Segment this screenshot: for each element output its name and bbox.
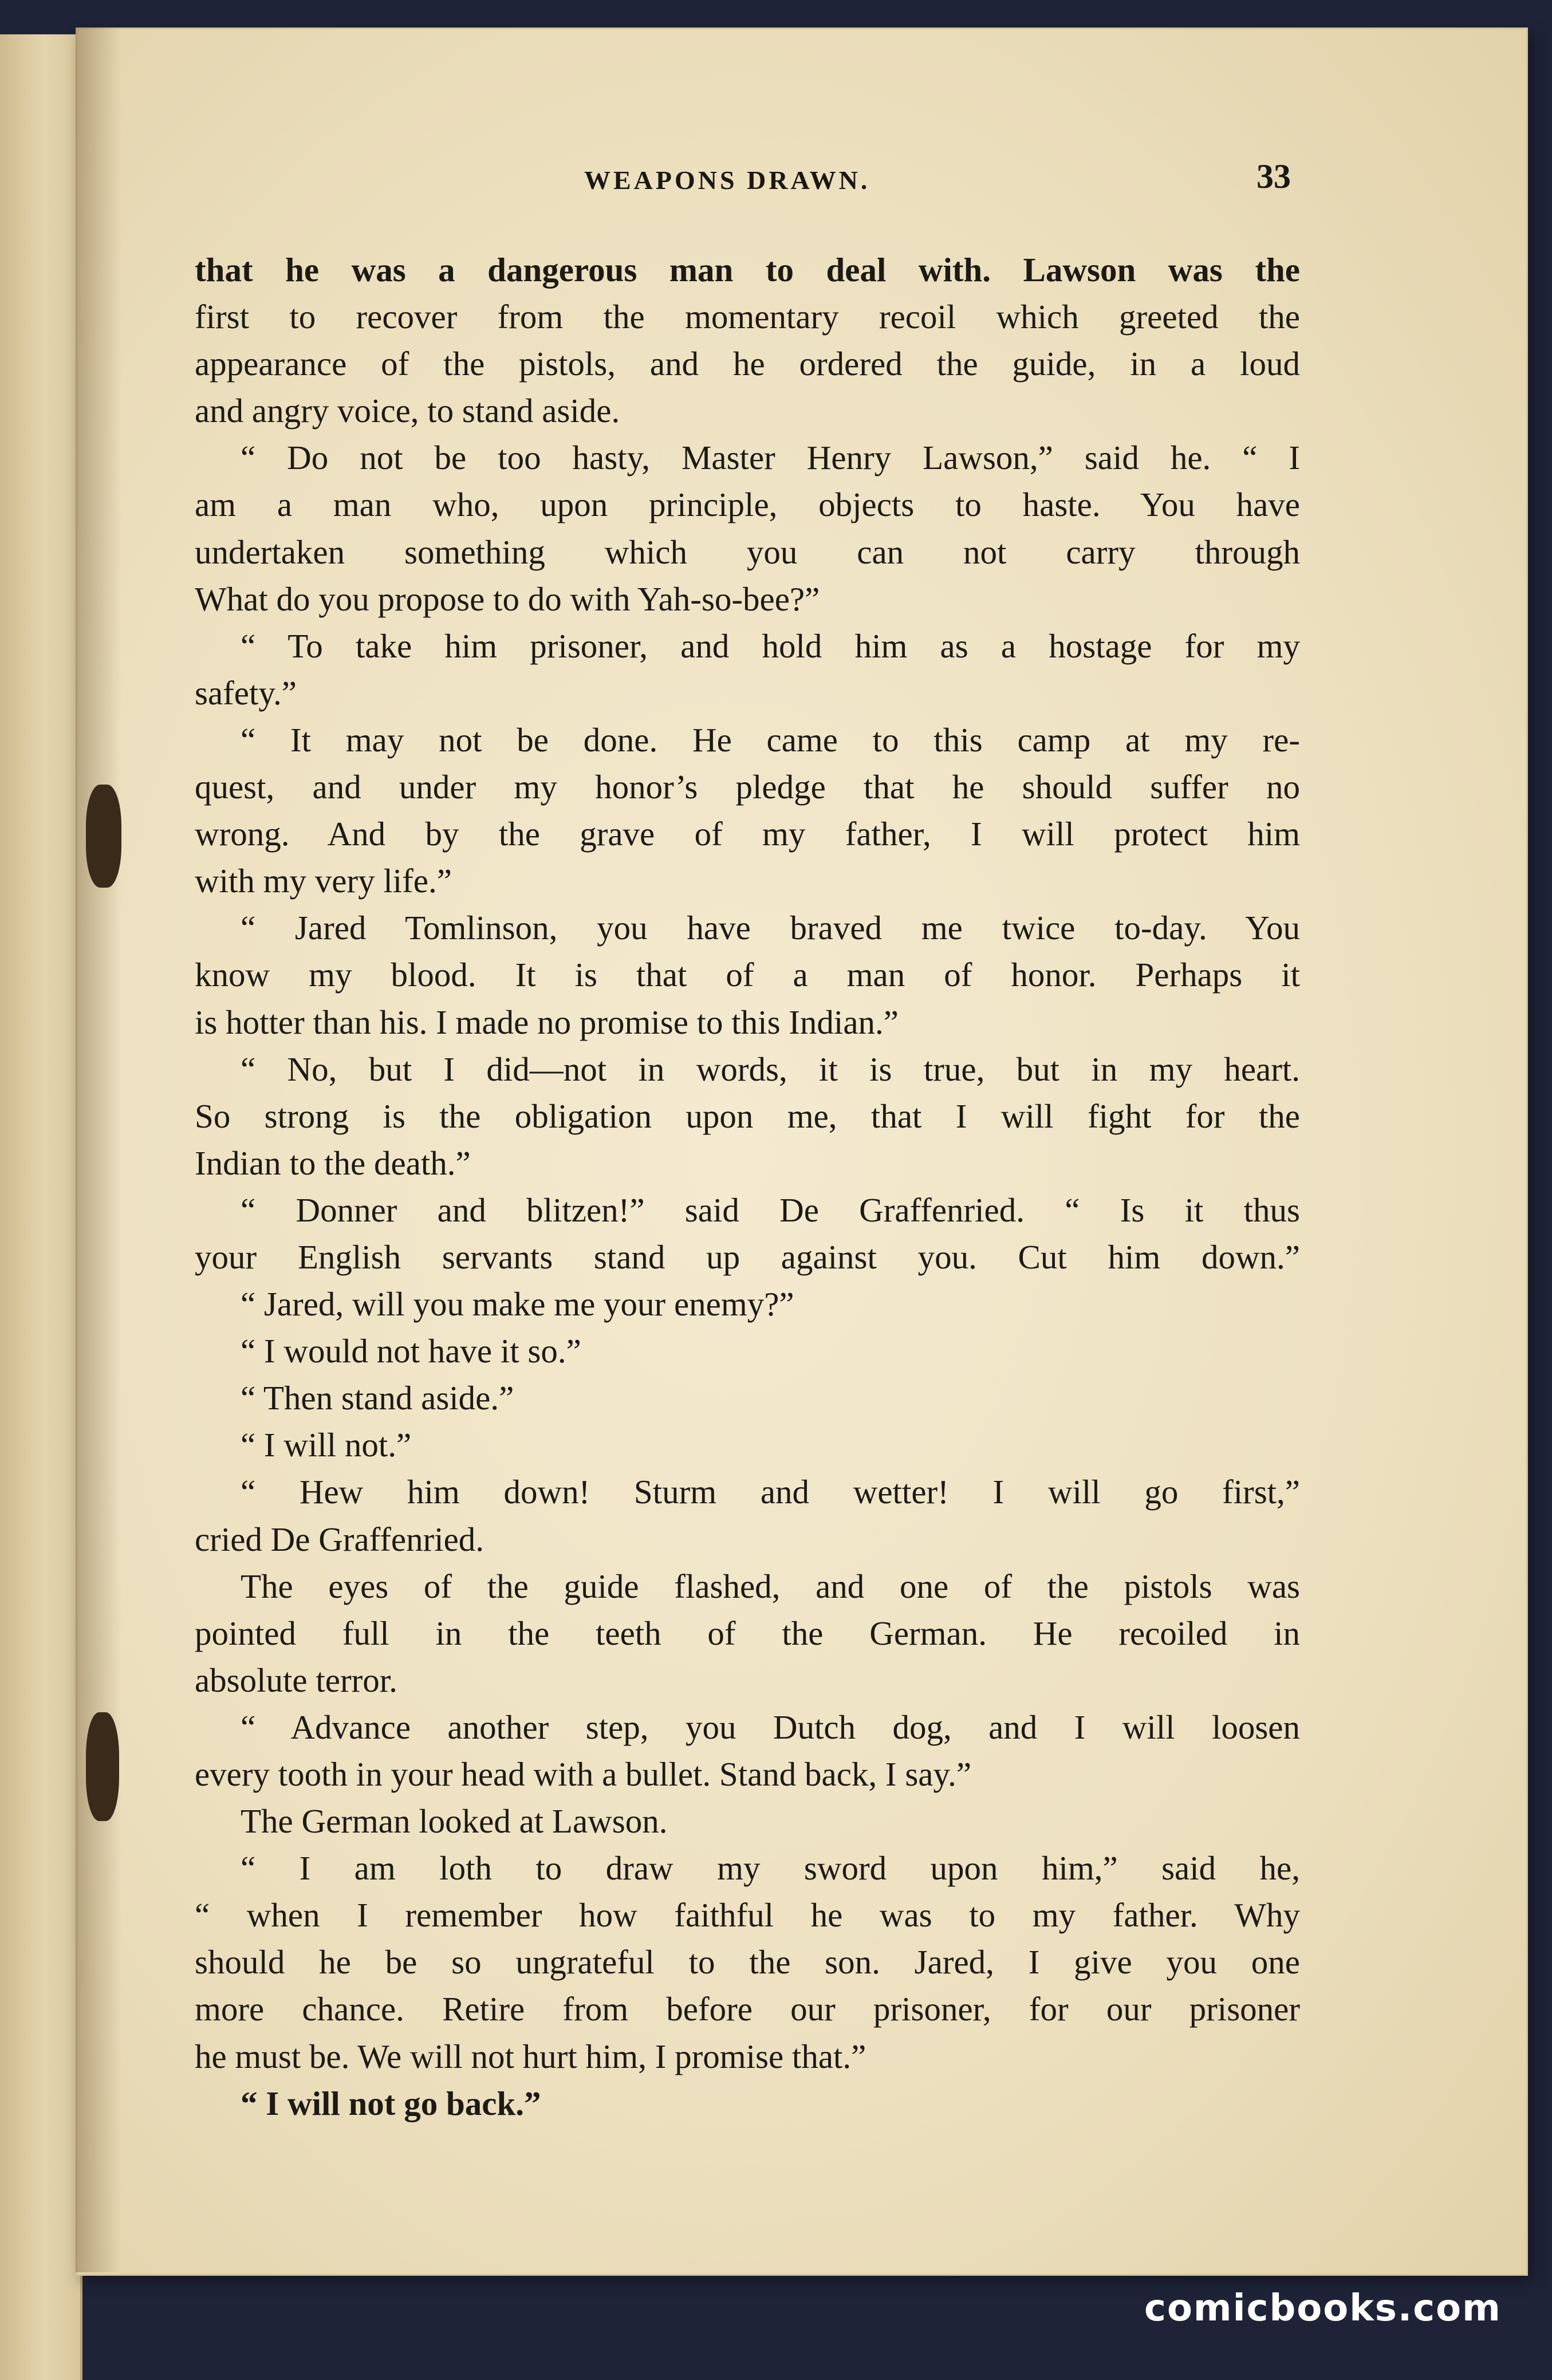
text-line: “ Hew him down! Sturm and wetter! I will go first,”	[241, 1473, 1300, 1511]
text-line: “ Then stand aside.”	[241, 1379, 514, 1417]
text-line: absolute terror.	[195, 1661, 397, 1699]
text-line: cried De Graffenried.	[195, 1520, 484, 1558]
text-line: know my blood. It is that of a man of honor. Perhaps it	[195, 956, 1300, 994]
page-number: 33	[1256, 157, 1291, 195]
text-line: your English servants stand up against you. Cut him down.”	[195, 1238, 1300, 1276]
text-line: “ It may not be done. He came to this camp at my re-	[241, 720, 1300, 759]
text-line: “ Do not be too hasty, Master Henry Lawson,” said he. “ I	[241, 439, 1300, 477]
facing-page-edge	[0, 34, 82, 2380]
text-line: he must be. We will not hurt him, I promise that.”	[195, 2037, 866, 2075]
text-line: quest, and under my honor’s pledge that he should suffer no	[195, 768, 1300, 806]
text-line: What do you propose to do with Yah-so-bee?”	[195, 580, 820, 618]
text-line: appearance of the pistols, and he ordered the guide, in a loud	[195, 345, 1300, 383]
text-line: “ To take him prisoner, and hold him as a hostage for my	[241, 626, 1300, 665]
text-line: should he be so ungrateful to the son. Jared, I give you one	[195, 1943, 1300, 1981]
text-line: “ Advance another step, you Dutch dog, and I will loosen	[241, 1708, 1300, 1746]
text-line: “ when I remember how faithful he was to my father. Why	[195, 1896, 1300, 1934]
text-line: first to recover from the momentary recoil which greeted the	[195, 298, 1300, 336]
body-text	[195, 246, 1300, 2127]
text-line: “ I will not go back.”	[241, 2084, 541, 2122]
gutter-shadow	[76, 27, 121, 2272]
text-line: and angry voice, to stand aside.	[195, 392, 620, 430]
text-line: pointed full in the teeth of the German. He recoiled in	[195, 1614, 1300, 1652]
text-line: is hotter than his. I made no promise to this Indian.”	[195, 1003, 899, 1041]
text-line: “ No, but I did—not in words, it is true, but in my heart.	[241, 1050, 1300, 1088]
text-line: wrong. And by the grave of my father, I will protect him	[195, 815, 1300, 853]
binding-hole-upper	[86, 785, 121, 888]
text-line: am a man who, upon principle, objects to haste. You have	[195, 486, 1300, 524]
text-line: The German looked at Lawson.	[241, 1802, 668, 1841]
text-line: “ I will not.”	[241, 1426, 412, 1464]
watermark: comicbooks.com	[1144, 2287, 1502, 2330]
text-line: “ I would not have it so.”	[241, 1332, 581, 1370]
binding-hole-lower	[86, 1712, 119, 1821]
text-line: “ I am loth to draw my sword upon him,” said he,	[241, 1849, 1300, 1888]
text-line: undertaken something which you can not carry through	[195, 533, 1300, 571]
text-line: every tooth in your head with a bullet. Stand back, I say.”	[195, 1755, 972, 1793]
text-line: “ Jared, will you make me your enemy?”	[241, 1285, 794, 1323]
text-line: that he was a dangerous man to deal with. Lawson was the	[195, 251, 1300, 289]
text-line: more chance. Retire from before our prisoner, for our prisoner	[195, 1990, 1300, 2028]
text-line: So strong is the obligation upon me, that I will fight for the	[195, 1097, 1300, 1135]
text-line: with my very life.”	[195, 862, 452, 900]
text-line: safety.”	[195, 673, 297, 712]
text-line: The eyes of the guide flashed, and one of the pistols was	[241, 1567, 1300, 1605]
text-line: “ Donner and blitzen!” said De Graffenried. “ Is it thus	[241, 1191, 1300, 1229]
text-line: Indian to the death.”	[195, 1144, 471, 1182]
running-head: WEAPONS DRAWN.	[584, 166, 870, 195]
text-line: “ Jared Tomlinson, you have braved me twice to-day. You	[241, 909, 1300, 947]
